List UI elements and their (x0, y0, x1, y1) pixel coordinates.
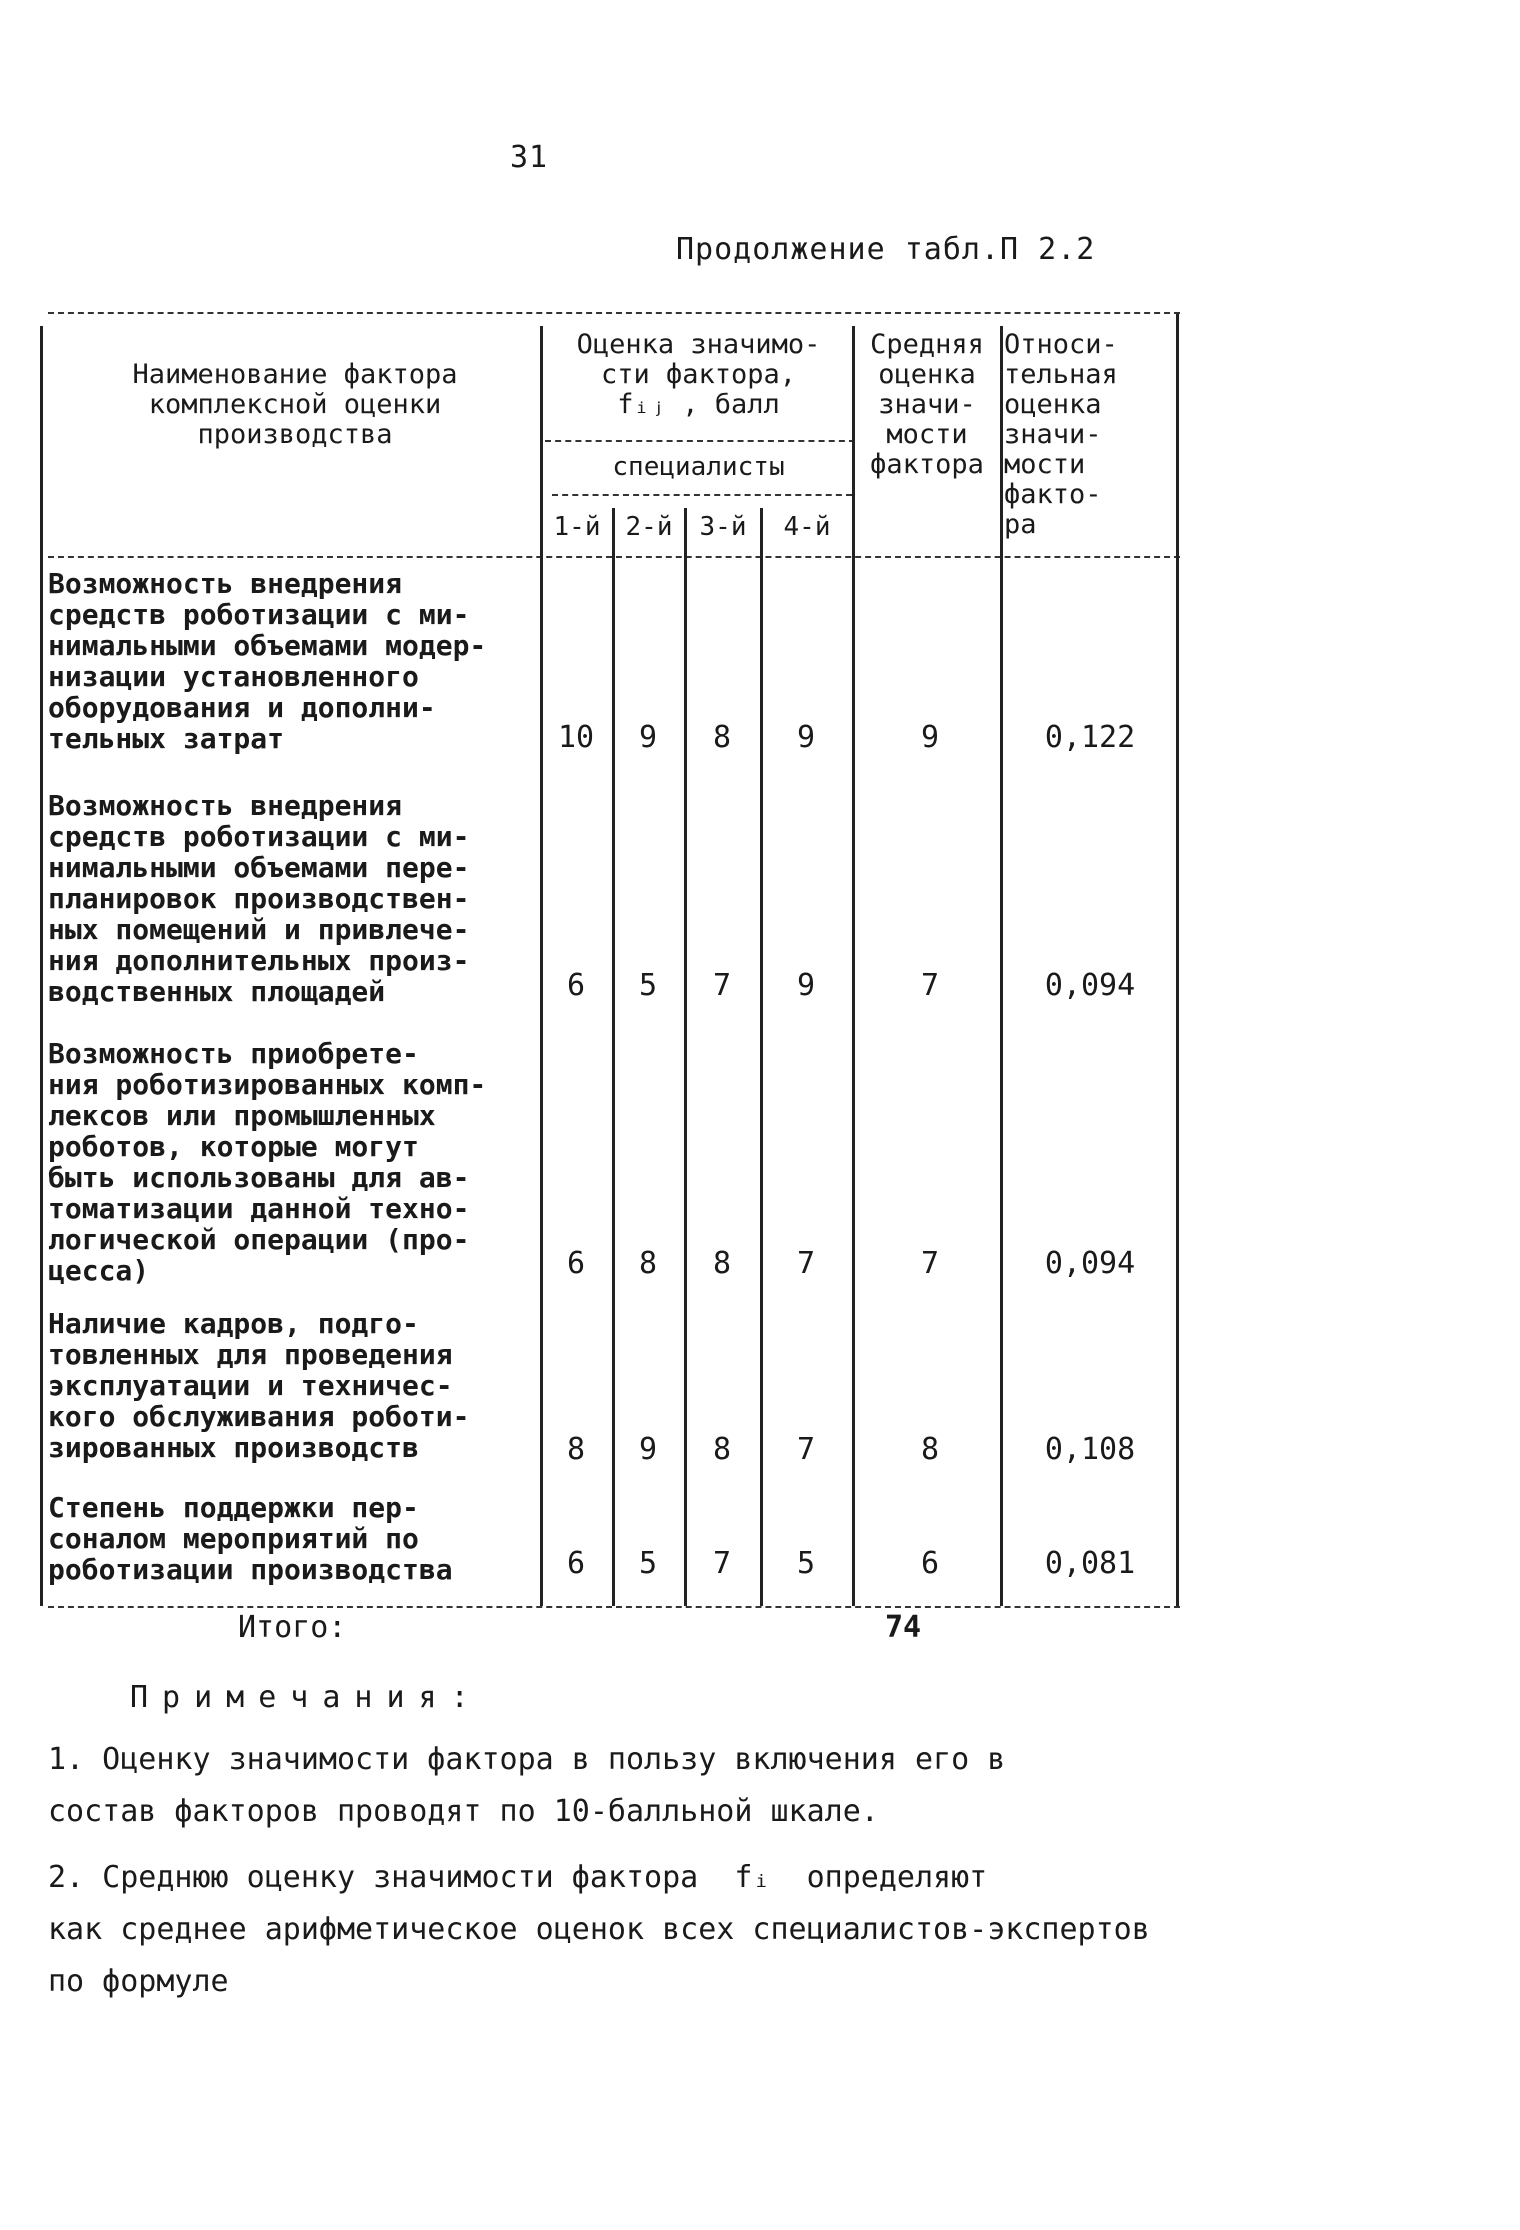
note-2: 2. Среднюю оценку значимости фактора fᵢ определяют как среднее арифметическое оценок всех специалистов-экспертов по формуле (48, 1860, 1150, 1999)
rel-cell: 0,094 (1044, 968, 1136, 1003)
rel-cell: 0,122 (1044, 720, 1136, 755)
avg-cell: 6 (920, 1546, 940, 1581)
header-specialists: специалисты (612, 452, 785, 482)
score-cell: 8 (712, 720, 732, 755)
header-avg: Средняя оценка значи- мости фактора (870, 329, 984, 480)
rel-cell: 0,108 (1044, 1432, 1136, 1467)
factor-name: Наличие кадров, подго- товленных для проведения эксплуатации и техничес- кого обслуживания робoти- зированных производств (48, 1307, 470, 1464)
factor-name: Возможность внедрения средств роботизации с ми- нимальными объемами пере- планировок производствен- ных помещений и привлече- ния дополнительных произ- водственных площадей (48, 789, 470, 1008)
header-rel: Относи- тельная оценка значи- мости факто- ра (1004, 329, 1118, 540)
score-cell: 8 (712, 1432, 732, 1467)
notes-title: Примечания: (130, 1680, 483, 1715)
header-factor: Наименование фактора комплексной оценки производства (132, 359, 458, 450)
score-cell: 8 (638, 1246, 658, 1281)
rel-cell: 0,081 (1044, 1546, 1136, 1581)
score-cell: 6 (566, 1546, 586, 1581)
note-1: 1. Оценку значимости фактора в пользу включения его в состав факторов проводят по 10-балльной шкале. (48, 1742, 1006, 1829)
factor-name: Степень поддержки пер- соналом мероприятий по роботизации производства (48, 1491, 453, 1586)
page-number: 31 (510, 140, 549, 175)
rel-cell: 0,094 (1044, 1246, 1136, 1281)
score-cell: 9 (638, 1432, 658, 1467)
header-spec-4: 4-й (783, 512, 831, 542)
score-cell: 6 (566, 1246, 586, 1281)
score-cell: 9 (796, 720, 816, 755)
total-label: Итого: (238, 1610, 347, 1645)
score-cell: 8 (712, 1246, 732, 1281)
score-cell: 6 (566, 968, 586, 1003)
avg-cell: 8 (920, 1432, 940, 1467)
avg-cell: 9 (920, 720, 940, 755)
header-score: Оценка значимо- сти фактора, fᵢⱼ , балл (576, 329, 821, 420)
table-caption: Продолжение табл.П 2.2 (676, 232, 1096, 267)
score-cell: 8 (566, 1432, 586, 1467)
score-cell: 9 (796, 968, 816, 1003)
avg-cell: 7 (920, 1246, 940, 1281)
score-cell: 9 (638, 720, 658, 755)
header-spec-2: 2-й (625, 512, 673, 542)
score-cell: 5 (638, 1546, 658, 1581)
score-cell: 5 (796, 1546, 816, 1581)
score-cell: 7 (796, 1246, 816, 1281)
factor-name: Возможность внедрения средств роботизации с ми- нимальными объемами модер- низации установленного оборудования и дополни- тельных затрат (48, 567, 487, 755)
total-value: 74 (885, 1610, 922, 1645)
score-cell: 5 (638, 968, 658, 1003)
header-spec-3: 3-й (699, 512, 747, 542)
score-cell: 10 (557, 720, 595, 755)
header-spec-1: 1-й (553, 512, 601, 542)
score-cell: 7 (796, 1432, 816, 1467)
avg-cell: 7 (920, 968, 940, 1003)
score-cell: 7 (712, 1546, 732, 1581)
factor-name: Возможность приобрете- ния роботизированных комп- лексов или промышленных роботов, которые могут быть использованы для ав- томатизации данной техно- логической операции (про- цесса) (48, 1037, 487, 1287)
score-cell: 7 (712, 968, 732, 1003)
